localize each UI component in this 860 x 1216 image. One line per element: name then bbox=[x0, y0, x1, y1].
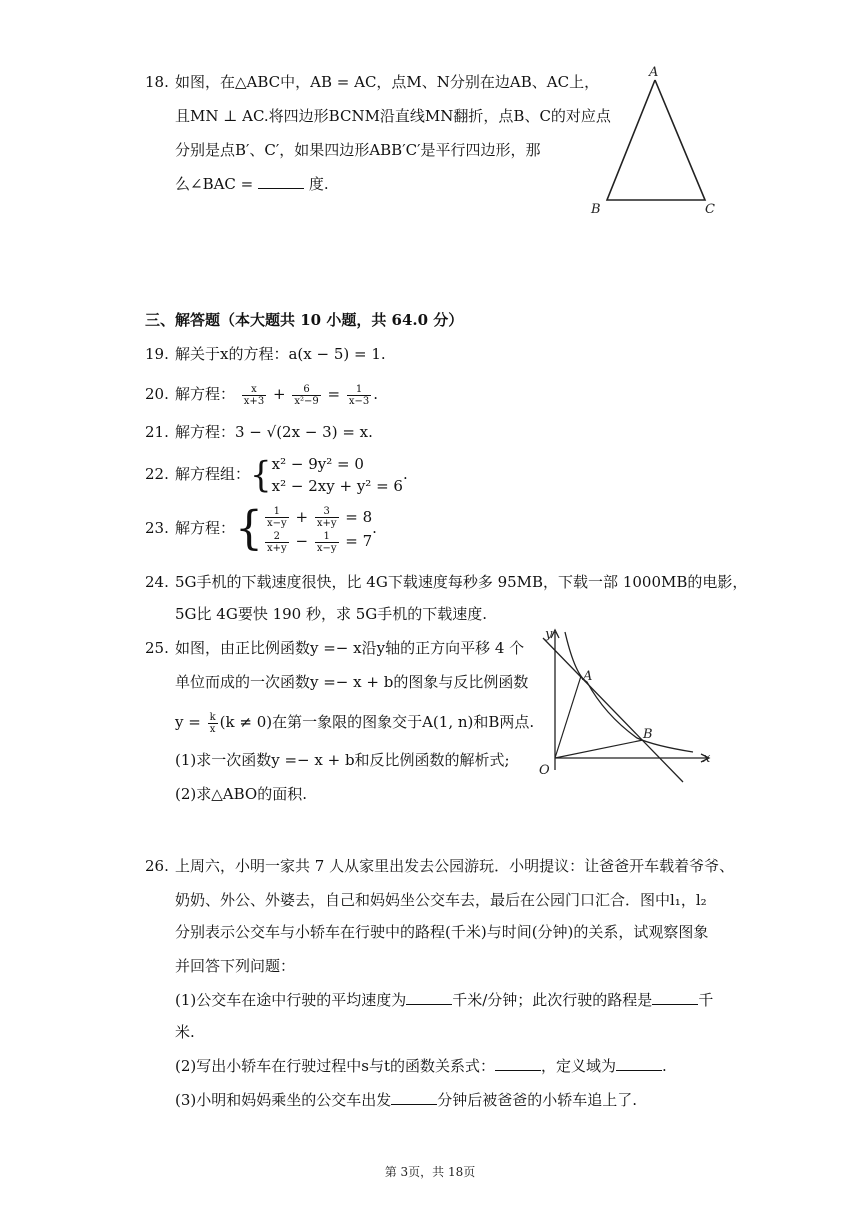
fraction: $\frac{1}{x-3}$ bbox=[348, 383, 370, 407]
brace: { bbox=[235, 501, 264, 556]
q20: 20. 解方程： $\frac{x}{x+3}$ + $\frac{6}{\text{x²−9}}$ = $\frac{1}{x-3}$ . bbox=[145, 383, 379, 407]
q26-part1-cont: 米. bbox=[175, 1023, 195, 1041]
q23: 23. 解方程：{ $\frac{1}{x-y}$ + $\frac{3}{x+y}$ = 8 $\frac{2}{x+y}$ − $\frac{1}{x-y}$ = 7 . bbox=[145, 501, 377, 556]
q26-line2: 奶奶、外公、外婆去，自己和妈妈坐公交车去，最后在公园门口汇合．图中l₁，l₂ bbox=[175, 891, 707, 909]
label-x: x bbox=[703, 751, 711, 766]
q26-part1: (1)公交车在途中行驶的平均速度为 千米/分钟；此次行驶的路程是 千 bbox=[175, 991, 714, 1009]
label-y: y bbox=[545, 627, 553, 642]
q18-line4: 么∠BAC = 度. bbox=[175, 175, 329, 193]
q22: 22. 解方程组：{ x² − 9y² = 0 x² − 2xy + y² = 6 . bbox=[145, 454, 408, 496]
equation-system: $\frac{1}{x-y}$ + $\frac{3}{x+y}$ = 8 $\frac{2}{x+y}$ − $\frac{1}{x-y}$ = 7 bbox=[267, 506, 373, 554]
answer-blank bbox=[258, 174, 304, 189]
q24-line1: 24. 5G手机的下载速度很快，比 4G下载速度每秒多 95MB，下载一部 1000MB的电影， bbox=[145, 573, 748, 591]
q25-line3: y = $\frac{k}{x}$ (k ≠ 0)在第一象限的图象交于A(1, n)和B两点. bbox=[175, 711, 535, 735]
label-B: B bbox=[643, 727, 653, 742]
q26-line1: 26. 上周六，小明一家共 7 人从家里出发去公园游玩．小明提议：让爸爸开车载着爷爷、 bbox=[145, 857, 735, 875]
fraction: $\frac{6}{\text{x²−9}}$ bbox=[294, 383, 319, 407]
answer-blank bbox=[616, 1056, 662, 1071]
answer-blank bbox=[495, 1056, 541, 1071]
label-B: B bbox=[591, 202, 601, 217]
q25-part2: (2)求△ABO的面积. bbox=[175, 785, 307, 803]
linear-function-line bbox=[543, 638, 683, 782]
section-title: 三、解答题（本大题共 10 小题，共 64.0 分） bbox=[145, 311, 464, 329]
q18-line1: 18. 如图，在△ABC中，AB = AC，点M、N分别在边AB、AC上， bbox=[145, 73, 600, 91]
page-footer: 第 3页，共 18页 bbox=[384, 1165, 476, 1179]
q19: 19. 解关于x的方程：a(x − 5) = 1. bbox=[145, 345, 386, 363]
q25-part1: (1)求一次函数y =− x + b和反比例函数的解析式; bbox=[175, 751, 510, 769]
hyperbola-curve bbox=[565, 632, 693, 752]
triangle-outline bbox=[607, 80, 705, 200]
label-A: A bbox=[583, 669, 593, 684]
q25-line1: 25. 如图，由正比例函数y =− x沿y轴的正方向平移 4 个 bbox=[145, 639, 525, 657]
q26-part2: (2)写出小轿车在行驶过程中s与t的函数关系式： ，定义域为 . bbox=[175, 1057, 667, 1075]
q26-part3: (3)小明和妈妈乘坐的公交车出发 分钟后被爸爸的小轿车追上了. bbox=[175, 1091, 638, 1109]
triangle-figure bbox=[585, 60, 725, 220]
q18-number: 18. bbox=[145, 73, 169, 91]
q25-line2: 单位而成的一次函数y =− x + b的图象与反比例函数 bbox=[175, 673, 529, 691]
brace: { bbox=[250, 454, 272, 496]
q18-line2: 且MN ⊥ AC.将四边形BCNM沿直线MN翻折，点B、C的对应点 bbox=[175, 107, 611, 125]
answer-blank bbox=[391, 1090, 437, 1105]
q21: 21. 解方程：3 − √(2x − 3) = x. bbox=[145, 423, 373, 441]
label-A: A bbox=[649, 65, 659, 80]
q26-line3: 分别表示公交车与小轿车在行驶中的路程(千米)与时间(分钟)的关系，试观察图象 bbox=[175, 923, 709, 941]
q26-line4: 并回答下列问题： bbox=[175, 957, 296, 975]
function-graph-figure bbox=[525, 620, 725, 795]
segment-OB bbox=[555, 740, 643, 758]
segment-OA bbox=[555, 676, 581, 758]
q18-line3: 分别是点B′、C′，如果四边形ABB′C′是平行四边形，那 bbox=[175, 141, 541, 159]
fraction: $\frac{x}{x+3}$ bbox=[243, 383, 265, 407]
q24-line2: 5G比 4G要快 190 秒，求 5G手机的下载速度. bbox=[175, 605, 488, 623]
answer-blank bbox=[652, 990, 698, 1005]
equation-system: x² − 9y² = 0 x² − 2xy + y² = 6 bbox=[271, 455, 403, 495]
answer-blank bbox=[406, 990, 452, 1005]
label-O: O bbox=[539, 763, 550, 778]
label-C: C bbox=[705, 202, 715, 217]
